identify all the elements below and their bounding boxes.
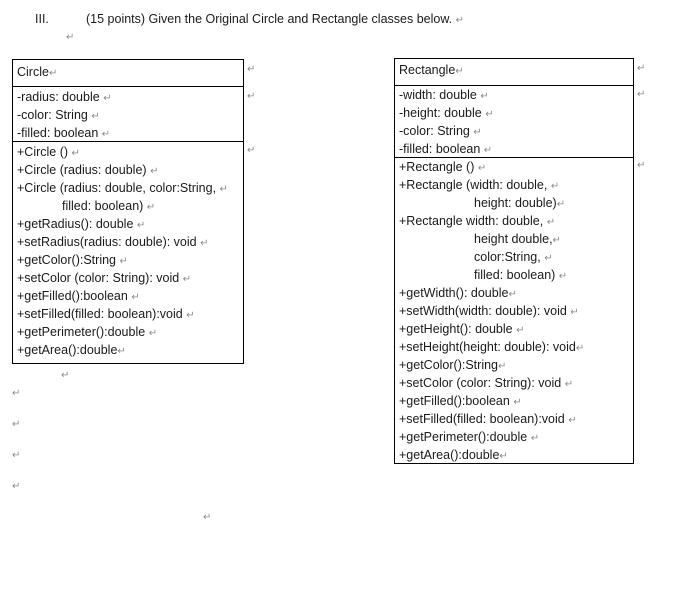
- circle-method: +setColor (color: String): void ↵: [17, 271, 192, 285]
- cell-end-mark: ↵: [247, 91, 256, 102]
- circle-method: +getArea():double↵: [17, 343, 126, 357]
- rectangle-class-name: Rectangle: [399, 63, 456, 77]
- circle-method: filled: boolean) ↵: [62, 199, 156, 213]
- rectangle-method: +Rectangle (width: double, ↵: [399, 178, 560, 192]
- circle-method: +getColor():String ↵: [17, 253, 128, 267]
- rectangle-method: +setFilled(filled: boolean):void ↵: [399, 412, 577, 426]
- cell-end-mark: ↵: [247, 64, 256, 75]
- rectangle-attribute: -color: String ↵: [399, 124, 482, 138]
- rectangle-attribute: -width: double ↵: [399, 88, 489, 102]
- cell-end-mark: ↵: [637, 63, 646, 74]
- rectangle-method: +getFilled():boolean ↵: [399, 394, 522, 408]
- rectangle-method: color:String, ↵: [474, 250, 553, 264]
- circle-class-box: [12, 59, 244, 364]
- circle-attribute: -radius: double ↵: [17, 90, 112, 104]
- question-text: (15 points) Given the Original Circle and Rectangle classes below. ↵: [86, 12, 465, 26]
- circle-attributes-section: [13, 87, 243, 142]
- cell-end-mark: ↵: [637, 160, 646, 171]
- rectangle-method: +getHeight(): double ↵: [399, 322, 525, 336]
- paragraph-mark: ↵: [61, 370, 70, 381]
- circle-method: +getRadius(): double ↵: [17, 217, 146, 231]
- cell-end-mark: ↵: [247, 145, 256, 156]
- rectangle-method: +Rectangle () ↵: [399, 160, 487, 174]
- paragraph-mark: ↵: [12, 481, 21, 492]
- rectangle-attributes-section: [395, 86, 633, 158]
- circle-method: +getFilled():boolean ↵: [17, 289, 140, 303]
- circle-method: +Circle (radius: double, color:String, ↵: [17, 181, 228, 195]
- rectangle-attribute: -height: double ↵: [399, 106, 494, 120]
- circle-attribute: -filled: boolean ↵: [17, 126, 111, 140]
- rectangle-method: filled: boolean) ↵: [474, 268, 568, 282]
- paragraph-mark: ↵: [12, 419, 21, 430]
- circle-methods-section: [13, 142, 243, 363]
- circle-method: +getPerimeter():double ↵: [17, 325, 158, 339]
- circle-method: +Circle (radius: double) ↵: [17, 163, 159, 177]
- paragraph-mark: ↵: [66, 32, 75, 43]
- circle-class-name: Circle: [17, 65, 49, 79]
- rectangle-attribute: -filled: boolean ↵: [399, 142, 493, 156]
- rectangle-method: +setHeight(height: double): void↵: [399, 340, 585, 354]
- circle-attribute: -color: String ↵: [17, 108, 100, 122]
- rectangle-method: +getArea():double↵: [399, 448, 508, 462]
- paragraph-mark: ↵: [12, 388, 21, 399]
- rectangle-method: +setColor (color: String): void ↵: [399, 376, 574, 390]
- cell-end-mark: ↵: [637, 89, 646, 100]
- circle-name-section: Circle↵: [13, 60, 243, 87]
- rectangle-method: +setWidth(width: double): void ↵: [399, 304, 579, 318]
- rectangle-method: +getPerimeter():double ↵: [399, 430, 540, 444]
- circle-method: +setRadius(radius: double): void ↵: [17, 235, 209, 249]
- rectangle-name-section: Rectangle↵: [395, 59, 633, 86]
- rectangle-method: +getWidth(): double↵: [399, 286, 517, 300]
- paragraph-mark: ↵: [203, 512, 212, 523]
- circle-method: +Circle () ↵: [17, 145, 80, 159]
- rectangle-methods-section: [395, 158, 633, 463]
- rectangle-method: height: double)↵: [474, 196, 566, 210]
- rectangle-method: +getColor():String↵: [399, 358, 507, 372]
- rectangle-class-box: [394, 58, 634, 464]
- question-number: III.: [35, 12, 49, 26]
- rectangle-method: +Rectangle width: double, ↵: [399, 214, 556, 228]
- circle-method: +setFilled(filled: boolean):void ↵: [17, 307, 195, 321]
- rectangle-method: height double,↵: [474, 232, 561, 246]
- paragraph-mark: ↵: [12, 450, 21, 461]
